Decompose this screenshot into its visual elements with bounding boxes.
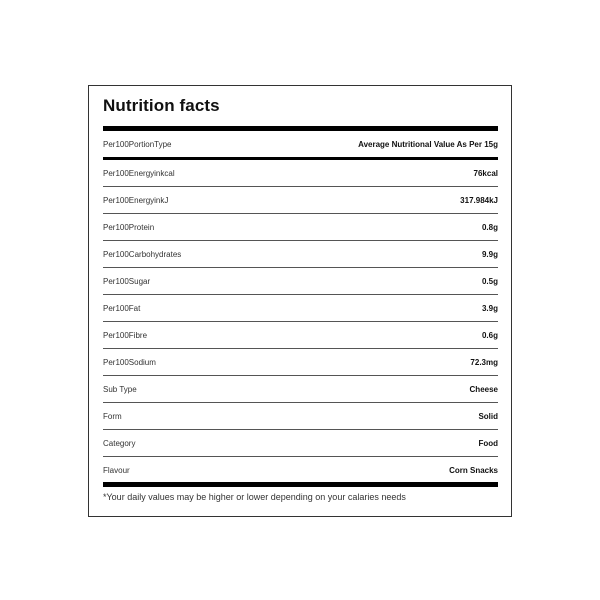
row-value: 72.3mg (470, 357, 498, 367)
table-header-row (103, 132, 498, 157)
footer-divider-bar (103, 482, 498, 487)
header-label: Per100PortionType (103, 140, 172, 149)
row-label: Per100Carbohydrates (103, 249, 182, 259)
row-label: Per100Fat (103, 303, 141, 313)
table-row (103, 322, 498, 349)
row-value: 0.8g (481, 222, 498, 232)
table-row (103, 295, 498, 322)
row-label: Category (103, 438, 136, 448)
row-label: Form (103, 411, 122, 421)
row-value: 317.984kJ (460, 195, 498, 205)
row-value: Cheese (469, 384, 498, 394)
row-label: Per100Sugar (103, 276, 151, 286)
nutrition-facts-panel (88, 85, 512, 517)
row-label: Per100EnergyinkJ (103, 195, 169, 205)
table-row (103, 376, 498, 403)
table-row (103, 457, 498, 484)
table-row (103, 160, 498, 187)
row-label: Per100Protein (103, 222, 155, 232)
row-label: Flavour (103, 466, 130, 475)
row-value: Food (478, 438, 498, 448)
table-row (103, 187, 498, 214)
table-row (103, 403, 498, 430)
nutrition-title: Nutrition facts (103, 96, 220, 115)
row-value: 9.9g (481, 249, 498, 259)
row-value: 3.9g (481, 303, 498, 313)
row-label: Per100Energyinkcal (103, 168, 175, 178)
row-value: 76kcal (473, 168, 498, 178)
table-row (103, 430, 498, 457)
table-row (103, 349, 498, 376)
nutrition-table (103, 132, 498, 484)
row-label: Per100Fibre (103, 330, 148, 340)
table-row (103, 241, 498, 268)
header-value: Average Nutritional Value As Per 15g (358, 140, 498, 149)
row-value: 0.5g (481, 276, 498, 286)
header-divider-bar (103, 157, 498, 160)
title-divider-bar (103, 126, 498, 131)
footnote-text: *Your daily values may be higher or lower depending on your calaries needs (103, 492, 406, 502)
row-label: Per100Sodium (103, 357, 156, 367)
row-value: Solid (478, 411, 498, 421)
table-row (103, 214, 498, 241)
row-value: 0.6g (481, 330, 498, 340)
table-row (103, 268, 498, 295)
row-value: Corn Snacks (449, 466, 498, 475)
row-label: Sub Type (103, 384, 137, 394)
